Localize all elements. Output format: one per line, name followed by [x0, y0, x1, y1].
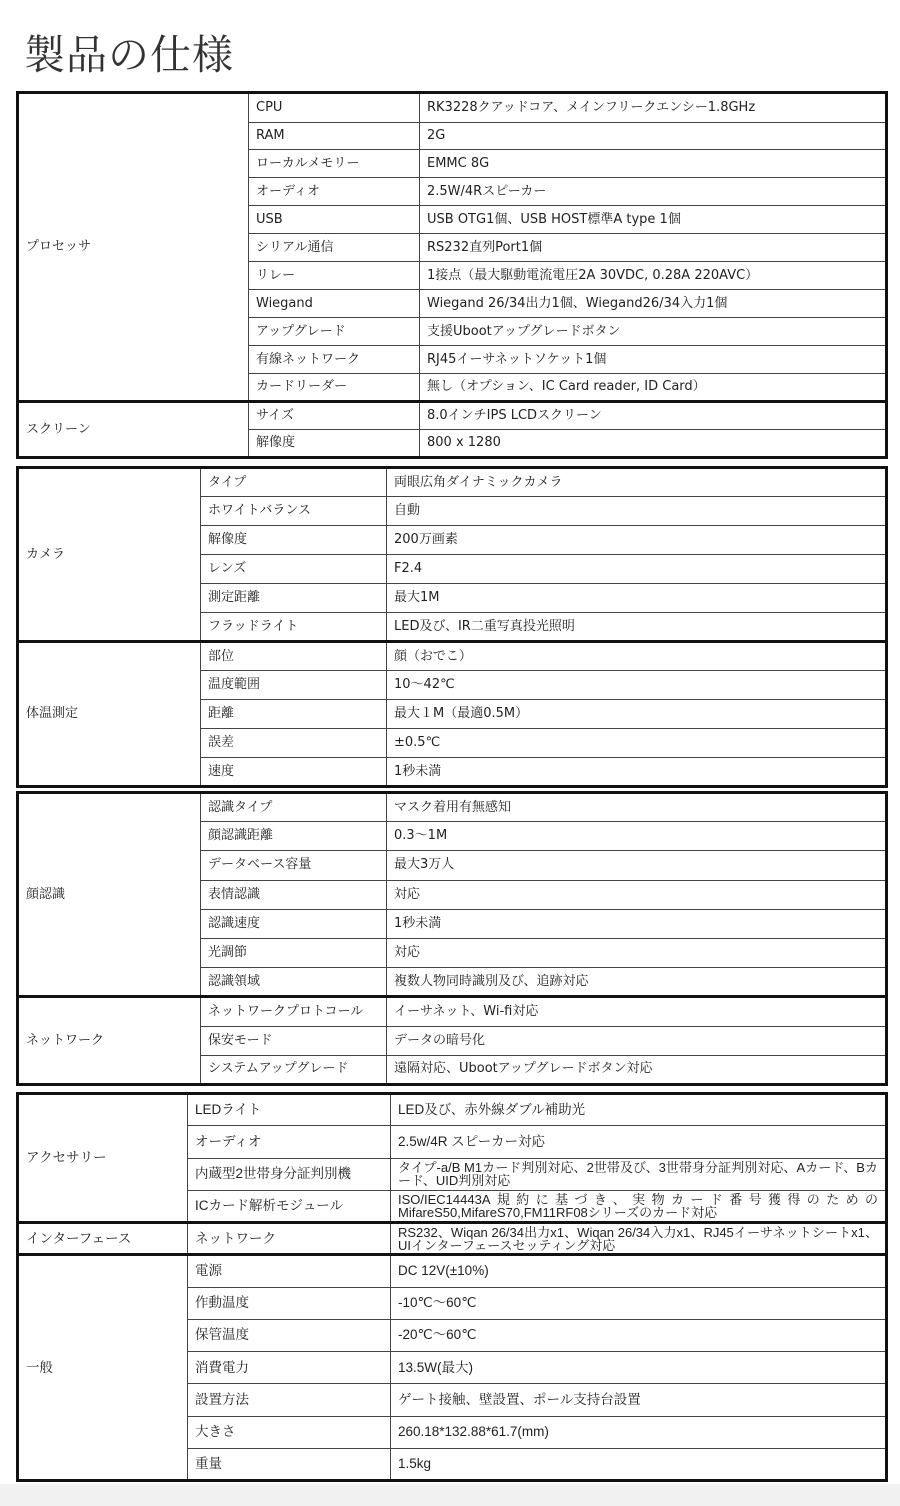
spec-row — [18, 1255, 887, 1287]
spec-label: ICカード解析モジュール — [188, 1190, 391, 1222]
spec-label: 重量 — [188, 1448, 391, 1480]
spec-value: データの暗号化 — [387, 1026, 887, 1055]
spec-value: RK3228クアッドコア、メインフリークエンシー1.8GHz — [420, 93, 887, 123]
spec-label: 内蔵型2世帯身分証判別機 — [188, 1158, 391, 1190]
category-label: 顔認識 — [18, 793, 201, 997]
spec-value: 無し（オプション、IC Card reader, ID Card） — [420, 374, 887, 402]
spec-value: DC 12V(±10%) — [391, 1255, 887, 1287]
spec-label: 測定距離 — [201, 584, 387, 613]
spec-row — [18, 793, 887, 822]
spec-value: -20℃～60℃ — [391, 1319, 887, 1351]
spec-value: F2.4 — [387, 555, 887, 584]
spec-value: 13.5W(最大) — [391, 1352, 887, 1384]
spec-label: CPU — [249, 93, 420, 123]
spec-value: イーサネット、Wi-fi対応 — [387, 997, 887, 1026]
spec-value: タイプ-a/B M1カード判別対応、2世帯及び、3世帯身分証判別対応、Aカード、Bカード、UID判別対応 — [391, 1158, 887, 1190]
spec-row — [18, 468, 887, 497]
spec-label: ローカルメモリー — [249, 150, 420, 178]
spec-value: 最大１M（最適0.5M） — [387, 700, 887, 729]
spec-label: タイプ — [201, 468, 387, 497]
spec-value: 複数人物同時識別及び、追跡対応 — [387, 968, 887, 997]
spec-label: RAM — [249, 123, 420, 150]
spec-label: 解像度 — [249, 430, 420, 458]
spec-label: システムアップグレード — [201, 1055, 387, 1084]
spec-value: 自動 — [387, 497, 887, 526]
spec-value: 1接点（最大駆動電流電圧2A 30VDC, 0.28A 220AVC） — [420, 262, 887, 290]
bottom-strip — [0, 1484, 900, 1506]
spec-table-processor-screen — [16, 91, 888, 459]
spec-value: LED及び、赤外線ダブル補助光 — [391, 1094, 887, 1126]
spec-label: USB — [249, 206, 420, 234]
category-label: カメラ — [18, 468, 201, 642]
spec-value: 支援Ubootアップグレードボタン — [420, 318, 887, 346]
spec-value: 2.5w/4R スピーカー対応 — [391, 1126, 887, 1158]
spec-value: ±0.5℃ — [387, 729, 887, 758]
spec-label: データベース容量 — [201, 851, 387, 880]
spec-value: 遠隔対応、Ubootアップグレードボタン対応 — [387, 1055, 887, 1084]
spec-value: 両眼広角ダイナミックカメラ — [387, 468, 887, 497]
spec-value: 800 x 1280 — [420, 430, 887, 458]
spec-label: LEDライト — [188, 1094, 391, 1126]
spec-value: USB OTG1個、USB HOST標準A type 1個 — [420, 206, 887, 234]
spec-label: 誤差 — [201, 729, 387, 758]
spec-label: 設置方法 — [188, 1384, 391, 1416]
spec-value: 最大1M — [387, 584, 887, 613]
spec-value: EMMC 8G — [420, 150, 887, 178]
spec-value: 最大3万人 — [387, 851, 887, 880]
spec-label: アップグレード — [249, 318, 420, 346]
spec-label: 部位 — [201, 642, 387, 671]
spec-row — [18, 402, 887, 430]
spec-label: 顔認識距離 — [201, 822, 387, 851]
spec-value: マスク着用有無感知 — [387, 793, 887, 822]
spec-label: リレー — [249, 262, 420, 290]
spec-label: 光調節 — [201, 938, 387, 967]
spec-label: ネットワークプロトコール — [201, 997, 387, 1026]
spec-value: -10℃～60℃ — [391, 1287, 887, 1319]
spec-row — [18, 997, 887, 1026]
spec-label: レンズ — [201, 555, 387, 584]
page-title: 製品の仕様 — [24, 31, 234, 79]
spec-value: 200万画素 — [387, 526, 887, 555]
spec-label: 認識タイプ — [201, 793, 387, 822]
spec-value: RJ45イーサネットソケット1個 — [420, 346, 887, 374]
spec-value: 2G — [420, 123, 887, 150]
spec-label: 速度 — [201, 758, 387, 787]
spec-label: カードリーダー — [249, 374, 420, 402]
spec-value: 1秒未満 — [387, 758, 887, 787]
category-label: プロセッサ — [18, 93, 249, 402]
category-label: ネットワーク — [18, 997, 201, 1085]
category-label: アクセサリー — [18, 1094, 188, 1223]
spec-value: 1.5kg — [391, 1448, 887, 1480]
spec-value: RS232、Wiqan 26/34出力x1、Wiqan 26/34入力x1、RJ45イーサネットシートx1、UIインターフェースセッティング対応 — [391, 1223, 887, 1255]
spec-label: 温度範囲 — [201, 671, 387, 700]
spec-value: RS232直列Port1個 — [420, 234, 887, 262]
spec-value: 対応 — [387, 880, 887, 909]
spec-label: オーディオ — [188, 1126, 391, 1158]
spec-label: フラッドライト — [201, 613, 387, 642]
spec-label: 電源 — [188, 1255, 391, 1287]
spec-table-accessory-interface-general — [16, 1092, 888, 1482]
spec-label: オーディオ — [249, 178, 420, 206]
spec-row — [18, 1094, 887, 1126]
spec-value: 10～42℃ — [387, 671, 887, 700]
category-label: スクリーン — [18, 402, 249, 458]
spec-label: 保安モード — [201, 1026, 387, 1055]
spec-label: サイズ — [249, 402, 420, 430]
category-label: 一般 — [18, 1255, 188, 1481]
category-label: 体温測定 — [18, 642, 201, 787]
spec-label: 大きさ — [188, 1416, 391, 1448]
spec-label: Wiegand — [249, 290, 420, 318]
spec-value: 顔（おでこ） — [387, 642, 887, 671]
spec-value: 1秒未満 — [387, 909, 887, 938]
spec-label: 認識領域 — [201, 968, 387, 997]
spec-row — [18, 93, 887, 123]
category-label: インターフェース — [18, 1223, 188, 1255]
spec-value: 8.0インチIPS LCDスクリーン — [420, 402, 887, 430]
spec-value: 260.18*132.88*61.7(mm) — [391, 1416, 887, 1448]
spec-value: Wiegand 26/34出力1個、Wiegand26/34入力1個 — [420, 290, 887, 318]
spec-table-face-network — [16, 791, 888, 1086]
spec-value: 対応 — [387, 938, 887, 967]
spec-table-camera-temperature — [16, 466, 888, 788]
spec-row — [18, 1223, 887, 1255]
spec-label: 保管温度 — [188, 1319, 391, 1351]
spec-value: LED及び、IR二重写真投光照明 — [387, 613, 887, 642]
spec-label: 解像度 — [201, 526, 387, 555]
spec-value: 0.3～1M — [387, 822, 887, 851]
spec-value: 2.5W/4Rスピーカー — [420, 178, 887, 206]
spec-label: 表情認識 — [201, 880, 387, 909]
spec-label: ネットワーク — [188, 1223, 391, 1255]
spec-label: シリアル通信 — [249, 234, 420, 262]
spec-label: 消費電力 — [188, 1352, 391, 1384]
spec-label: 認識速度 — [201, 909, 387, 938]
spec-label: ホワイトバランス — [201, 497, 387, 526]
spec-value: ISO/IEC14443A規約に基づき、実物カード番号獲得のためのMifareS50,MifareS70,FM11RF08シリーズのカード対応 — [391, 1190, 887, 1222]
spec-label: 作動温度 — [188, 1287, 391, 1319]
spec-label: 距離 — [201, 700, 387, 729]
spec-label: 有線ネットワーク — [249, 346, 420, 374]
spec-row — [18, 642, 887, 671]
spec-value: ゲート接触、壁設置、ポール支持台設置 — [391, 1384, 887, 1416]
